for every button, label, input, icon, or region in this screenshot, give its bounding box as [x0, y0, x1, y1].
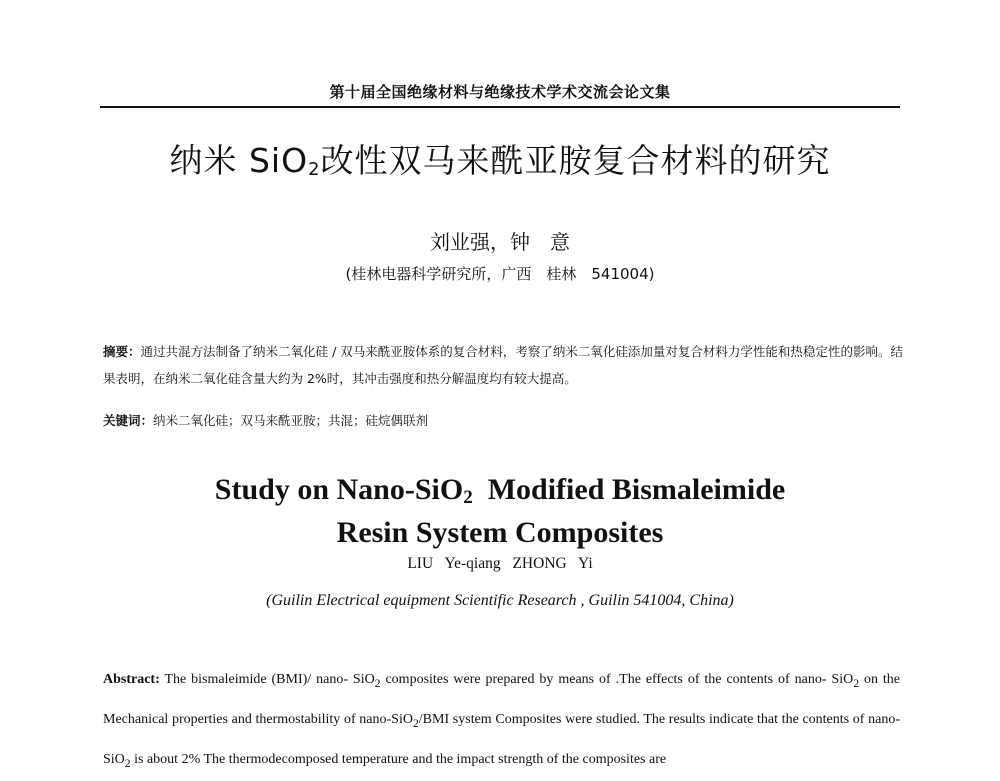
chinese-authors: 刘业强，钟 意 [430, 230, 570, 254]
english-abstract-label: Abstract: [103, 672, 160, 687]
english-title-line1 [0, 472, 1000, 515]
english-abstract-part3: on the Mechanical properties and thermostability of nano-SiO [103, 672, 901, 727]
chinese-affiliation: (桂林电器科学研究所，广西 桂林 541004) [345, 265, 655, 283]
english-title [0, 472, 1000, 550]
english-abstract-part4: /BMI system Composites were studied. The results indicate that the contents of nano-SiO [103, 711, 900, 767]
english-title-subscript: 2 [463, 487, 473, 508]
proceedings-title: 第十届全国绝缘材料与绝缘技术学术交流会论文集 [329, 83, 671, 101]
english-authors: LIU Ye-qiang ZHONG Yi [407, 555, 593, 572]
subscript-2a: 2 [374, 676, 381, 690]
chinese-title-subscript: 2 [308, 159, 321, 180]
english-abstract-part1: The bismaleimide (BMI)/ nano- SiO [164, 672, 375, 687]
english-abstract [103, 662, 900, 781]
chinese-abstract [103, 338, 903, 392]
chinese-title-post: 改性双马来酰亚胺复合材料的研究 [320, 141, 831, 180]
header-rule [100, 106, 900, 108]
chinese-keywords [103, 411, 903, 429]
chinese-title [0, 135, 1000, 182]
chinese-title-pre: 纳米 SiO [169, 141, 309, 180]
chinese-abstract-label: 摘要： [103, 344, 141, 359]
english-abstract-part2: composites were prepared by means of .The effects of the contents of nano- SiO [385, 672, 854, 687]
subscript-2b: 2 [853, 676, 860, 690]
chinese-abstract-text: 通过共混方法制备了纳米二氧化硅 / 双马来酰亚胺体系的复合材料，考察了纳米二氧化硅添加量对复合材料力学性能和热稳定性的影响。结果表明，在纳米二氧化硅含量大约为 2%时，其冲击强度和热分解温度均有较大提高。 [103, 344, 903, 386]
english-title-line1-pre: Study on Nano-SiO [214, 473, 464, 506]
chinese-keywords-text: 纳米二氧化硅；双马来酰亚胺；共混；硅烷偶联剂 [153, 413, 429, 428]
english-affiliation: (Guilin Electrical equipment Scientific Research , Guilin 541004, China) [266, 592, 734, 609]
english-abstract-part5: is about 2% The thermodecomposed temperature and the impact strength of the composites are [134, 751, 667, 767]
subscript-2c: 2 [412, 716, 419, 730]
chinese-keywords-label: 关键词： [103, 413, 154, 428]
english-title-line2: Resin System Composites [336, 516, 664, 549]
subscript-2d: 2 [124, 756, 131, 770]
english-title-line1-post: Modified Bismaleimide [487, 473, 786, 506]
